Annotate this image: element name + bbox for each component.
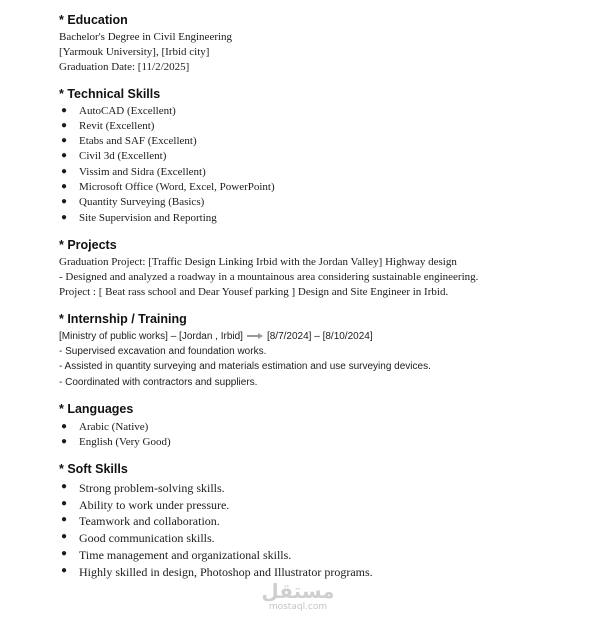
project-line: Graduation Project: [Traffic Design Linking Irbid with the Jordan Valley] Highway design: [59, 256, 457, 268]
education-graduation-date: Graduation Date: [11/2/2025]: [59, 61, 190, 73]
bullet-icon: ●: [61, 135, 68, 146]
arrow-right-icon: [247, 333, 263, 339]
internship-line: - Supervised excavation and foundation works.: [59, 346, 267, 357]
bullet-icon: ●: [61, 531, 68, 542]
education-university: [Yarmouk University], [Irbid city]: [59, 46, 210, 58]
projects-heading: * Projects: [59, 238, 117, 252]
bullet-icon: ●: [61, 436, 68, 447]
internship-org: [Ministry of public works] – [Jordan , Irbid]: [59, 331, 243, 342]
bullet-icon: ●: [61, 120, 68, 131]
bullet-icon: ●: [61, 196, 68, 207]
resume-page: * Education Bachelor's Degree in Civil Engineering [Yarmouk University], [Irbid city] Graduation Date: [11/2/2025] * Technical Skills ● AutoCAD (Excellent) ● Revit (Excellent) ● Etabs and SAF (Excellent) ● Civil 3d (Excellent) ● Vissim and Sidra (Excellent) ● Microsoft Office (Word, Excel, PowerPoint) ● Quantity Surveying (Basics) ● Site Supervision and Reporting * Projects Graduation Project: [Traffic Design Linking Irbid with the Jordan Valley] Highway design - Designed and analyzed a roadway in a mountainous area considering sustainable engineering. Project : [ Beat rass school and Dear Yousef parking ] Design and Site Engineer in Irbid. * Internship / Training [Ministry of public works] – [Jordan , Irbid] [8/7/2024] – [8/10/2024] - Supervised excavation and foundation works. - Assisted in quantity surveying and materials estimation and use surveying devices. - Coordinated with contractors and suppliers. * Languages ● Arabic (Native) ● English (Very Good) * Soft Skills ● Strong problem-solving skills. ● Ability to work under pressure. ● Teamwork and collaboration. ● Good communication skills. ● Time management and organizational skills. ● Highly skilled in design, Photoshop and Illustrator programs. مستقل mostaql.com: [0, 0, 592, 629]
bullet-icon: ●: [61, 212, 68, 223]
internship-line: - Assisted in quantity surveying and materials estimation and use surveying devices.: [59, 361, 431, 372]
education-degree: Bachelor's Degree in Civil Engineering: [59, 31, 233, 43]
bullet-icon: ●: [61, 181, 68, 192]
bullet-icon: ●: [61, 421, 68, 432]
bullet-icon: ●: [61, 498, 68, 509]
bullet-icon: ●: [61, 565, 68, 576]
technical-skills-heading: * Technical Skills: [59, 87, 161, 101]
bullet-icon: ●: [61, 166, 68, 177]
bullet-icon: ●: [61, 481, 68, 492]
internship-org-line: [59, 331, 373, 342]
bullet-icon: ●: [61, 548, 68, 559]
internship-heading: * Internship / Training: [59, 312, 187, 326]
bullet-icon: ●: [61, 150, 68, 161]
watermark-logo: مستقل: [261, 579, 335, 603]
internship-line: - Coordinated with contractors and suppliers.: [59, 377, 258, 388]
project-line: Project : [ Beat rass school and Dear Yousef parking ] Design and Site Engineer in Irbid.: [59, 286, 449, 298]
education-heading: * Education: [59, 13, 128, 27]
internship-dates: [8/7/2024] – [8/10/2024]: [266, 331, 373, 342]
bullet-icon: ●: [61, 514, 68, 525]
bullet-icon: ●: [61, 105, 68, 116]
languages-heading: * Languages: [59, 402, 134, 416]
watermark: [258, 580, 338, 620]
soft-skills-heading: * Soft Skills: [59, 462, 128, 476]
watermark-url: mostaql.com: [268, 602, 328, 612]
project-line: - Designed and analyzed a roadway in a mountainous area considering sustainable engineering.: [59, 271, 479, 283]
